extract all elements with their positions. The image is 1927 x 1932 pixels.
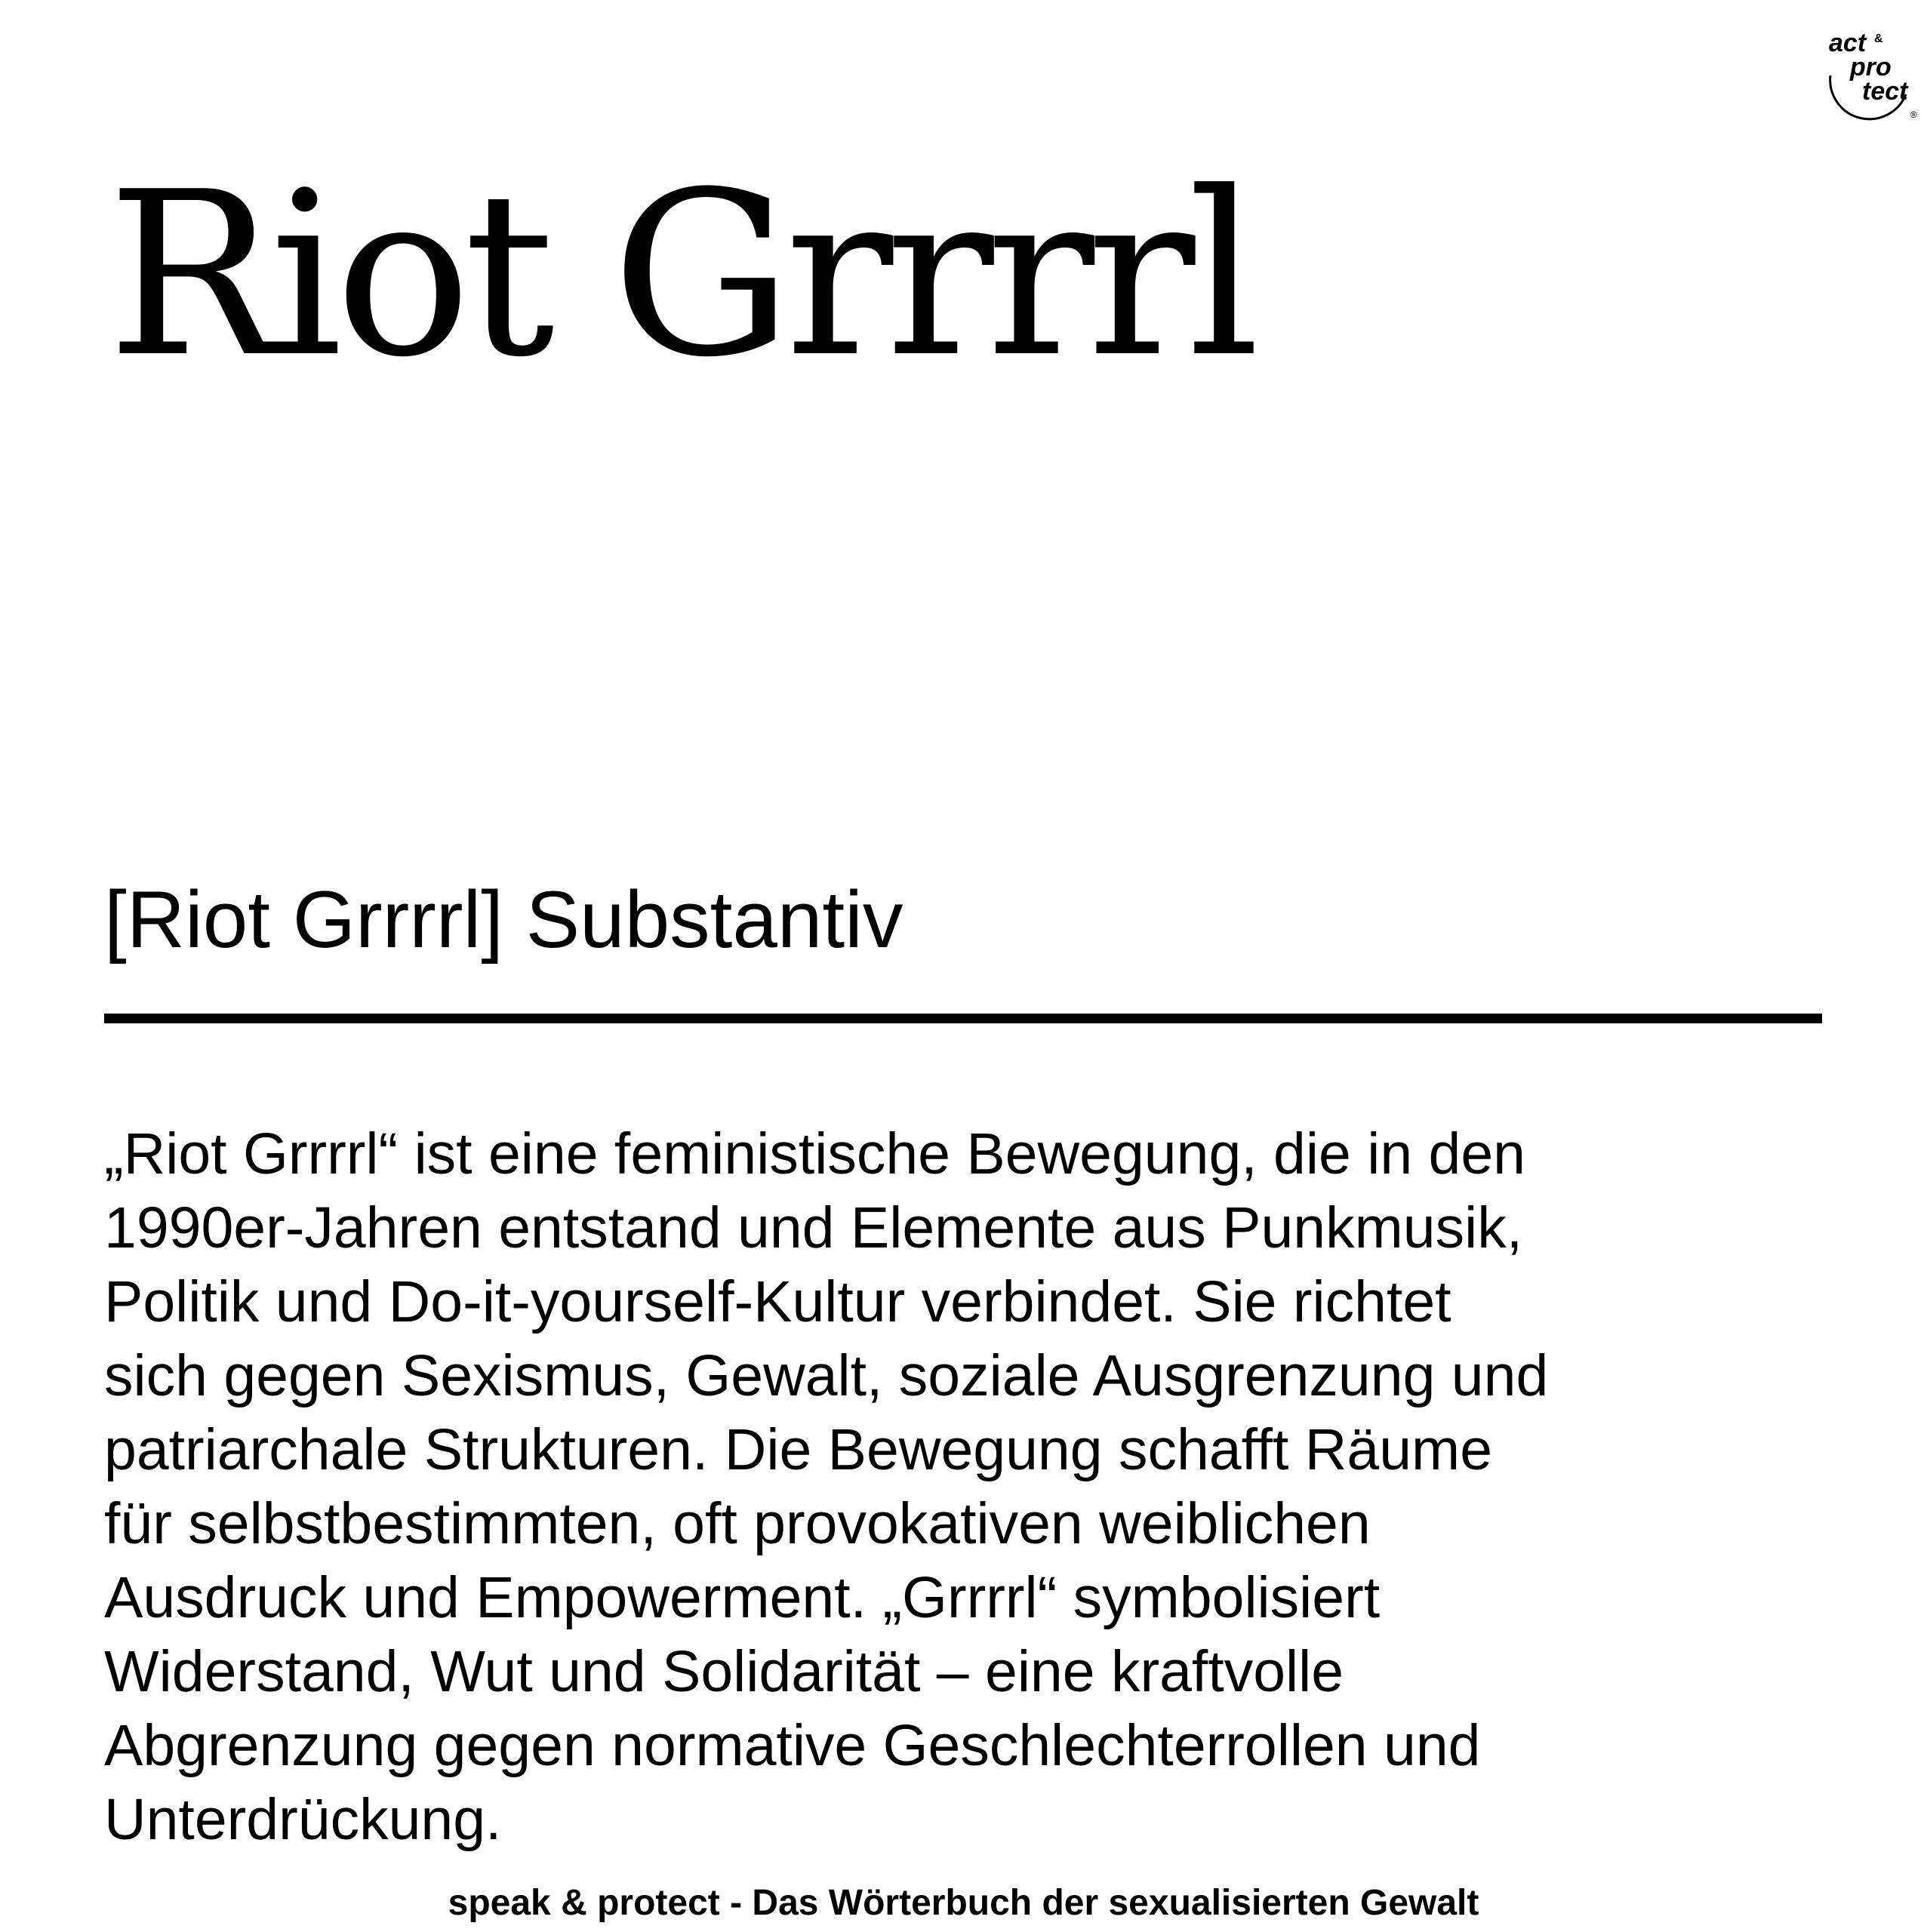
logo-text-pro: pro [1850, 53, 1892, 82]
entry-pronunciation-and-word-class: [Riot Grrrrl] Substantiv [104, 874, 903, 964]
act-and-protect-logo [1815, 23, 1921, 121]
logo-text-amp: & [1874, 32, 1883, 45]
logo-text-act: act [1829, 29, 1867, 57]
footer-caption: speak & protect - Das Wörterbuch der sexualisierten Gewalt [448, 1883, 1479, 1923]
entry-title: Riot Grrrrl [107, 143, 1253, 407]
logo-registered-mark: ® [1910, 109, 1917, 120]
logo-text-tect: tect [1862, 77, 1908, 106]
logo-mark [1815, 23, 1921, 121]
divider-line [104, 1014, 1822, 1023]
entry-definition: „Riot Grrrrl“ ist eine feministische Bewegung, die in den 1990er-Jahren entstand und Elemente aus Punkmusik, Politik und Do-it-yourself-Kultur verbindet. Sie richtet sich gegen Sexismus, Gewalt, soziale Ausgrenzung und patriarchale Strukturen. Die Bewegung schafft Räume für selbstbestimmten, oft provokativen weiblichen Ausdruck und Empowerment. „Grrrrl“ symbolisiert Widerstand, Wut und Solidarität – eine kraftvolle Abgrenzung gegen normative Geschlechterrollen und Unterdrückung. [104, 1121, 1549, 1852]
